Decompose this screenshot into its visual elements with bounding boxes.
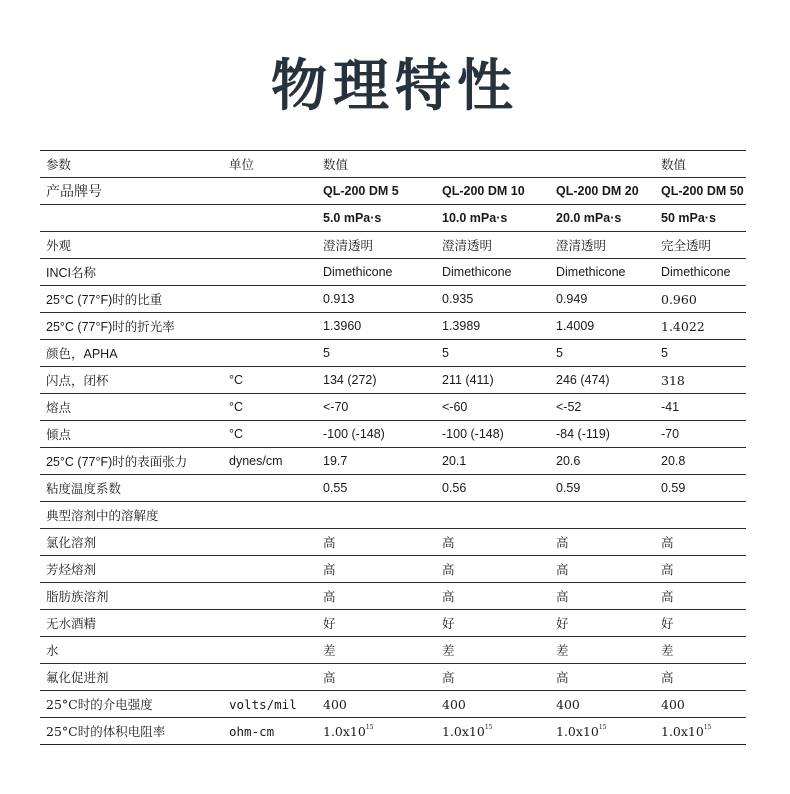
dm10-value-cell: 5 bbox=[436, 340, 550, 367]
dm50-value-cell: QL-200 DM 50 bbox=[655, 178, 746, 205]
unit-cell bbox=[223, 178, 317, 205]
dm5-value-cell bbox=[317, 502, 436, 529]
parameter-cell: 氟化促进剂 bbox=[40, 664, 223, 691]
table-row bbox=[40, 205, 746, 232]
dm10-value-cell: 211 (411) bbox=[436, 367, 550, 394]
unit-cell bbox=[223, 610, 317, 637]
dm5-value-cell: 5 bbox=[317, 340, 436, 367]
dm10-value-cell: 好 bbox=[436, 610, 550, 637]
dm5-value-cell: 19.7 bbox=[317, 448, 436, 475]
table-row bbox=[40, 394, 746, 421]
dm10-value-cell: -100 (-148) bbox=[436, 421, 550, 448]
parameter-cell: INCI名称 bbox=[40, 259, 223, 286]
table-row bbox=[40, 502, 746, 529]
table-row bbox=[40, 718, 746, 745]
table-row bbox=[40, 664, 746, 691]
parameter-cell: 水 bbox=[40, 637, 223, 664]
dm20-value-cell: 0.949 bbox=[550, 286, 655, 313]
dm20-value-cell: 5 bbox=[550, 340, 655, 367]
dm20-value-cell: 400 bbox=[550, 691, 655, 718]
parameter-cell: 脂肪族溶剂 bbox=[40, 583, 223, 610]
parameter-cell: 25°C (77°F)时的折光率 bbox=[40, 313, 223, 340]
parameter-cell bbox=[40, 205, 223, 232]
unit-cell bbox=[223, 259, 317, 286]
dm20-value-cell: 20.0 mPa·s bbox=[550, 205, 655, 232]
parameter-cell: 25°C (77°F)时的表面张力 bbox=[40, 448, 223, 475]
dm5-value-cell: 134 (272) bbox=[317, 367, 436, 394]
dm10-value-cell: 0.935 bbox=[436, 286, 550, 313]
unit-cell: °C bbox=[223, 421, 317, 448]
properties-table bbox=[40, 150, 746, 745]
dm50-value-cell: Dimethicone bbox=[655, 259, 746, 286]
dm20-value-cell: 246 (474) bbox=[550, 367, 655, 394]
dm20-value-cell: 高 bbox=[550, 529, 655, 556]
dm10-value-cell: 高 bbox=[436, 556, 550, 583]
dm5-value-cell: 高 bbox=[317, 556, 436, 583]
dm50-value-cell: 20.8 bbox=[655, 448, 746, 475]
dm20-value-cell: $1.0x10^{15}$ bbox=[550, 718, 655, 745]
exponent-superscript: 15 bbox=[365, 723, 374, 731]
dm10-value-cell: 1.3989 bbox=[436, 313, 550, 340]
dm10-value-cell: 高 bbox=[436, 583, 550, 610]
dm20-value-cell: QL-200 DM 20 bbox=[550, 178, 655, 205]
unit-cell: volts/mil bbox=[223, 691, 317, 718]
table-row bbox=[40, 178, 746, 205]
dm5-value-cell: <-70 bbox=[317, 394, 436, 421]
unit-cell: °C bbox=[223, 367, 317, 394]
dm10-value-cell: QL-200 DM 10 bbox=[436, 178, 550, 205]
table-row bbox=[40, 367, 746, 394]
unit-cell bbox=[223, 529, 317, 556]
unit-cell bbox=[223, 583, 317, 610]
table-row bbox=[40, 286, 746, 313]
dm5-value-cell: 高 bbox=[317, 583, 436, 610]
dm5-value-cell: 400 bbox=[317, 691, 436, 718]
dm50-value-cell: 5 bbox=[655, 340, 746, 367]
dm20-value-cell: 高 bbox=[550, 583, 655, 610]
dm50-value-cell: 差 bbox=[655, 637, 746, 664]
parameter-cell: 25°C时的介电强度 bbox=[40, 691, 223, 718]
parameter-cell: 无水酒精 bbox=[40, 610, 223, 637]
parameter-cell: 芳烃熔剂 bbox=[40, 556, 223, 583]
unit-cell: ohm-cm bbox=[223, 718, 317, 745]
table-row bbox=[40, 421, 746, 448]
dm10-value-cell: 高 bbox=[436, 529, 550, 556]
parameter-cell: 典型溶剂中的溶解度 bbox=[40, 502, 223, 529]
parameter-cell: 外观 bbox=[40, 232, 223, 259]
unit-cell bbox=[223, 637, 317, 664]
parameter-cell: 25°C (77°F)时的比重 bbox=[40, 286, 223, 313]
table-row bbox=[40, 583, 746, 610]
dm50-value-cell: 0.59 bbox=[655, 475, 746, 502]
dm20-value-cell: 0.59 bbox=[550, 475, 655, 502]
parameter-cell: 熔点 bbox=[40, 394, 223, 421]
dm20-value-cell: -84 (-119) bbox=[550, 421, 655, 448]
dm50-value-cell: $1.0x10^{15}$ bbox=[655, 718, 746, 745]
table-row bbox=[40, 259, 746, 286]
unit-cell bbox=[223, 340, 317, 367]
dm20-value-cell: 差 bbox=[550, 637, 655, 664]
dm20-value-cell bbox=[550, 502, 655, 529]
dm5-value-cell: $1.0x10^{15}$ bbox=[317, 718, 436, 745]
dm20-value-cell: 高 bbox=[550, 556, 655, 583]
table-row bbox=[40, 340, 746, 367]
unit-cell bbox=[223, 556, 317, 583]
dm50-value-cell: 0.960 bbox=[655, 286, 746, 313]
dm5-value-cell: 差 bbox=[317, 637, 436, 664]
parameter-cell: 倾点 bbox=[40, 421, 223, 448]
unit-cell bbox=[223, 475, 317, 502]
unit-cell: °C bbox=[223, 394, 317, 421]
dm50-value-cell: 50 mPa·s bbox=[655, 205, 746, 232]
table-row bbox=[40, 232, 746, 259]
table-row bbox=[40, 475, 746, 502]
exponent-superscript: 15 bbox=[598, 723, 607, 731]
table-row bbox=[40, 448, 746, 475]
unit-cell bbox=[223, 313, 317, 340]
dm20-value-cell: 高 bbox=[550, 664, 655, 691]
dm20-value-cell: 20.6 bbox=[550, 448, 655, 475]
table-row bbox=[40, 610, 746, 637]
dm50-value-cell: 完全透明 bbox=[655, 232, 746, 259]
dm50-value-cell bbox=[655, 502, 746, 529]
unit-cell: 单位 bbox=[223, 151, 317, 178]
page-title: 物理特性 bbox=[271, 54, 519, 119]
parameter-cell: 25°C时的体积电阻率 bbox=[40, 718, 223, 745]
dm5-value-cell: 数值 bbox=[317, 151, 436, 178]
parameter-cell: 闪点，闭杯 bbox=[40, 367, 223, 394]
dm50-value-cell: -41 bbox=[655, 394, 746, 421]
dm5-value-cell: Dimethicone bbox=[317, 259, 436, 286]
dm10-value-cell: <-60 bbox=[436, 394, 550, 421]
parameter-cell: 粘度温度系数 bbox=[40, 475, 223, 502]
dm50-value-cell: 高 bbox=[655, 529, 746, 556]
dm5-value-cell: 澄清透明 bbox=[317, 232, 436, 259]
dm20-value-cell: 1.4009 bbox=[550, 313, 655, 340]
dm10-value-cell: $1.0x10^{15}$ bbox=[436, 718, 550, 745]
table-row bbox=[40, 151, 746, 178]
dm20-value-cell bbox=[550, 151, 655, 178]
dm5-value-cell: 5.0 mPa·s bbox=[317, 205, 436, 232]
dm10-value-cell: 澄清透明 bbox=[436, 232, 550, 259]
dm5-value-cell: -100 (-148) bbox=[317, 421, 436, 448]
dm50-value-cell: 1.4022 bbox=[655, 313, 746, 340]
dm10-value-cell bbox=[436, 151, 550, 178]
parameter-cell: 氯化溶剂 bbox=[40, 529, 223, 556]
dm5-value-cell: 1.3960 bbox=[317, 313, 436, 340]
dm5-value-cell: QL-200 DM 5 bbox=[317, 178, 436, 205]
dm20-value-cell: <-52 bbox=[550, 394, 655, 421]
dm10-value-cell: 高 bbox=[436, 664, 550, 691]
dm50-value-cell: -70 bbox=[655, 421, 746, 448]
dm50-value-cell: 数值 bbox=[655, 151, 746, 178]
unit-cell bbox=[223, 205, 317, 232]
table-row bbox=[40, 691, 746, 718]
unit-cell bbox=[223, 502, 317, 529]
unit-cell bbox=[223, 286, 317, 313]
dm50-value-cell: 318 bbox=[655, 367, 746, 394]
dm10-value-cell: 10.0 mPa·s bbox=[436, 205, 550, 232]
unit-cell bbox=[223, 664, 317, 691]
dm20-value-cell: Dimethicone bbox=[550, 259, 655, 286]
dm5-value-cell: 0.55 bbox=[317, 475, 436, 502]
dm10-value-cell: 差 bbox=[436, 637, 550, 664]
dm5-value-cell: 0.913 bbox=[317, 286, 436, 313]
dm5-value-cell: 高 bbox=[317, 664, 436, 691]
dm10-value-cell: 0.56 bbox=[436, 475, 550, 502]
parameter-cell: 参数 bbox=[40, 151, 223, 178]
parameter-cell: 颜色，APHA bbox=[40, 340, 223, 367]
table-row bbox=[40, 313, 746, 340]
dm5-value-cell: 高 bbox=[317, 529, 436, 556]
unit-cell: dynes/cm bbox=[223, 448, 317, 475]
dm20-value-cell: 好 bbox=[550, 610, 655, 637]
parameter-cell: 产品牌号 bbox=[40, 178, 223, 205]
dm50-value-cell: 高 bbox=[655, 556, 746, 583]
dm50-value-cell: 高 bbox=[655, 664, 746, 691]
dm50-value-cell: 好 bbox=[655, 610, 746, 637]
dm20-value-cell: 澄清透明 bbox=[550, 232, 655, 259]
dm50-value-cell: 高 bbox=[655, 583, 746, 610]
dm10-value-cell bbox=[436, 502, 550, 529]
table-row bbox=[40, 556, 746, 583]
dm10-value-cell: 400 bbox=[436, 691, 550, 718]
unit-cell bbox=[223, 232, 317, 259]
exponent-superscript: 15 bbox=[484, 723, 493, 731]
exponent-superscript: 15 bbox=[703, 723, 712, 731]
table-row bbox=[40, 529, 746, 556]
dm50-value-cell: 400 bbox=[655, 691, 746, 718]
table-row bbox=[40, 637, 746, 664]
dm10-value-cell: 20.1 bbox=[436, 448, 550, 475]
dm10-value-cell: Dimethicone bbox=[436, 259, 550, 286]
dm5-value-cell: 好 bbox=[317, 610, 436, 637]
